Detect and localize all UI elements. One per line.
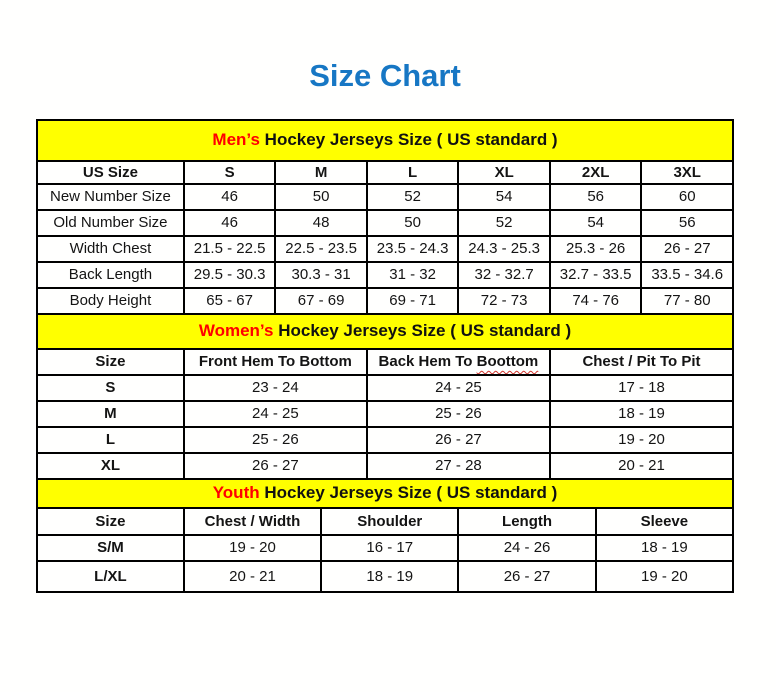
column-header: Shoulder bbox=[321, 508, 458, 535]
size-value-cell: 46 bbox=[184, 184, 276, 210]
size-value-cell: 24.3 - 25.3 bbox=[458, 236, 550, 262]
row-label: L/XL bbox=[37, 561, 184, 592]
table-row bbox=[37, 236, 733, 262]
row-label: Body Height bbox=[37, 288, 184, 314]
size-value-cell: 25 - 26 bbox=[184, 427, 367, 453]
youth-table-body bbox=[37, 508, 733, 592]
size-value-cell: 18 - 19 bbox=[550, 401, 733, 427]
row-label: Back Length bbox=[37, 262, 184, 288]
column-header: Chest / Pit To Pit bbox=[550, 349, 733, 375]
size-value-cell: 25.3 - 26 bbox=[550, 236, 642, 262]
size-value-cell: 48 bbox=[275, 210, 367, 236]
table-row bbox=[37, 561, 733, 592]
youth-heading-cell bbox=[37, 479, 733, 508]
youth-heading-text: Hockey Jerseys Size ( US standard ) bbox=[259, 483, 558, 503]
youth-heading-band bbox=[37, 479, 733, 508]
size-value-cell: 30.3 - 31 bbox=[275, 262, 367, 288]
size-value-cell: 24 - 26 bbox=[458, 535, 595, 561]
table-row bbox=[37, 401, 733, 427]
table-row bbox=[37, 184, 733, 210]
size-value-cell: 26 - 27 bbox=[641, 236, 733, 262]
table-row bbox=[37, 453, 733, 479]
womens-size-table bbox=[36, 313, 734, 480]
mens-table-body bbox=[37, 161, 733, 314]
column-header-row bbox=[37, 161, 733, 184]
page-title: Size Chart bbox=[309, 58, 461, 93]
size-value-cell: 32.7 - 33.5 bbox=[550, 262, 642, 288]
row-label: XL bbox=[37, 453, 184, 479]
column-header bbox=[367, 349, 550, 375]
size-value-cell: 19 - 20 bbox=[550, 427, 733, 453]
mens-size-table bbox=[36, 119, 734, 315]
womens-heading-cell bbox=[37, 314, 733, 349]
size-value-cell: 74 - 76 bbox=[550, 288, 642, 314]
youth-heading-highlight: Youth bbox=[212, 483, 260, 503]
column-header-row bbox=[37, 349, 733, 375]
size-value-cell: 25 - 26 bbox=[367, 401, 550, 427]
size-value-cell: 23.5 - 24.3 bbox=[367, 236, 459, 262]
size-value-cell: 21.5 - 22.5 bbox=[184, 236, 276, 262]
size-value-cell: 27 - 28 bbox=[367, 453, 550, 479]
size-value-cell: 16 - 17 bbox=[321, 535, 458, 561]
size-value-cell: 29.5 - 30.3 bbox=[184, 262, 276, 288]
size-value-cell: 33.5 - 34.6 bbox=[641, 262, 733, 288]
row-label: S/M bbox=[37, 535, 184, 561]
column-header: Size bbox=[37, 508, 184, 535]
table-row bbox=[37, 427, 733, 453]
womens-heading-band bbox=[37, 314, 733, 349]
size-value-cell: 26 - 27 bbox=[458, 561, 595, 592]
table-row bbox=[37, 210, 733, 236]
row-label: New Number Size bbox=[37, 184, 184, 210]
size-value-cell: 20 - 21 bbox=[550, 453, 733, 479]
size-value-cell: 60 bbox=[641, 184, 733, 210]
column-header: Front Hem To Bottom bbox=[184, 349, 367, 375]
column-header: US Size bbox=[37, 161, 184, 184]
womens-heading-text: Hockey Jerseys Size ( US standard ) bbox=[273, 321, 572, 341]
size-value-cell: 20 - 21 bbox=[184, 561, 321, 592]
size-value-cell: 17 - 18 bbox=[550, 375, 733, 401]
size-value-cell: 18 - 19 bbox=[596, 535, 733, 561]
size-value-cell: 18 - 19 bbox=[321, 561, 458, 592]
womens-heading-highlight: Women’s bbox=[198, 321, 274, 341]
column-header: 2XL bbox=[550, 161, 642, 184]
table-row bbox=[37, 288, 733, 314]
size-value-cell: 32 - 32.7 bbox=[458, 262, 550, 288]
table-row bbox=[37, 262, 733, 288]
size-value-cell: 56 bbox=[641, 210, 733, 236]
size-value-cell: 50 bbox=[367, 210, 459, 236]
size-value-cell: 77 - 80 bbox=[641, 288, 733, 314]
column-header: 3XL bbox=[641, 161, 733, 184]
size-value-cell: 19 - 20 bbox=[596, 561, 733, 592]
mens-heading-highlight: Men’s bbox=[212, 130, 260, 150]
column-header: Chest / Width bbox=[184, 508, 321, 535]
column-header: Sleeve bbox=[596, 508, 733, 535]
column-header: M bbox=[275, 161, 367, 184]
size-value-cell: 46 bbox=[184, 210, 276, 236]
column-header: Size bbox=[37, 349, 184, 375]
row-label: Old Number Size bbox=[37, 210, 184, 236]
size-value-cell: 65 - 67 bbox=[184, 288, 276, 314]
size-value-cell: 52 bbox=[367, 184, 459, 210]
size-value-cell: 22.5 - 23.5 bbox=[275, 236, 367, 262]
size-value-cell: 56 bbox=[550, 184, 642, 210]
size-value-cell: 23 - 24 bbox=[184, 375, 367, 401]
misspelled-word: Boottom bbox=[476, 353, 539, 371]
column-header: S bbox=[184, 161, 276, 184]
table-row bbox=[37, 535, 733, 561]
row-label: M bbox=[37, 401, 184, 427]
size-value-cell: 26 - 27 bbox=[367, 427, 550, 453]
size-value-cell: 69 - 71 bbox=[367, 288, 459, 314]
row-label: S bbox=[37, 375, 184, 401]
column-header-text: Back Hem To bbox=[378, 353, 477, 371]
size-chart-page bbox=[36, 60, 734, 593]
youth-size-table bbox=[36, 478, 734, 593]
row-label: Width Chest bbox=[37, 236, 184, 262]
size-value-cell: 54 bbox=[458, 184, 550, 210]
size-value-cell: 52 bbox=[458, 210, 550, 236]
row-label: L bbox=[37, 427, 184, 453]
size-value-cell: 72 - 73 bbox=[458, 288, 550, 314]
size-value-cell: 50 bbox=[275, 184, 367, 210]
column-header: Length bbox=[458, 508, 595, 535]
mens-heading-band bbox=[37, 120, 733, 161]
size-value-cell: 67 - 69 bbox=[275, 288, 367, 314]
size-value-cell: 24 - 25 bbox=[367, 375, 550, 401]
size-value-cell: 54 bbox=[550, 210, 642, 236]
column-header: XL bbox=[458, 161, 550, 184]
size-value-cell: 24 - 25 bbox=[184, 401, 367, 427]
column-header: L bbox=[367, 161, 459, 184]
size-value-cell: 19 - 20 bbox=[184, 535, 321, 561]
womens-table-body bbox=[37, 349, 733, 479]
size-value-cell: 31 - 32 bbox=[367, 262, 459, 288]
table-row bbox=[37, 375, 733, 401]
mens-heading-text: Hockey Jerseys Size ( US standard ) bbox=[259, 130, 558, 150]
column-header-row bbox=[37, 508, 733, 535]
mens-heading-cell bbox=[37, 120, 733, 161]
size-value-cell: 26 - 27 bbox=[184, 453, 367, 479]
